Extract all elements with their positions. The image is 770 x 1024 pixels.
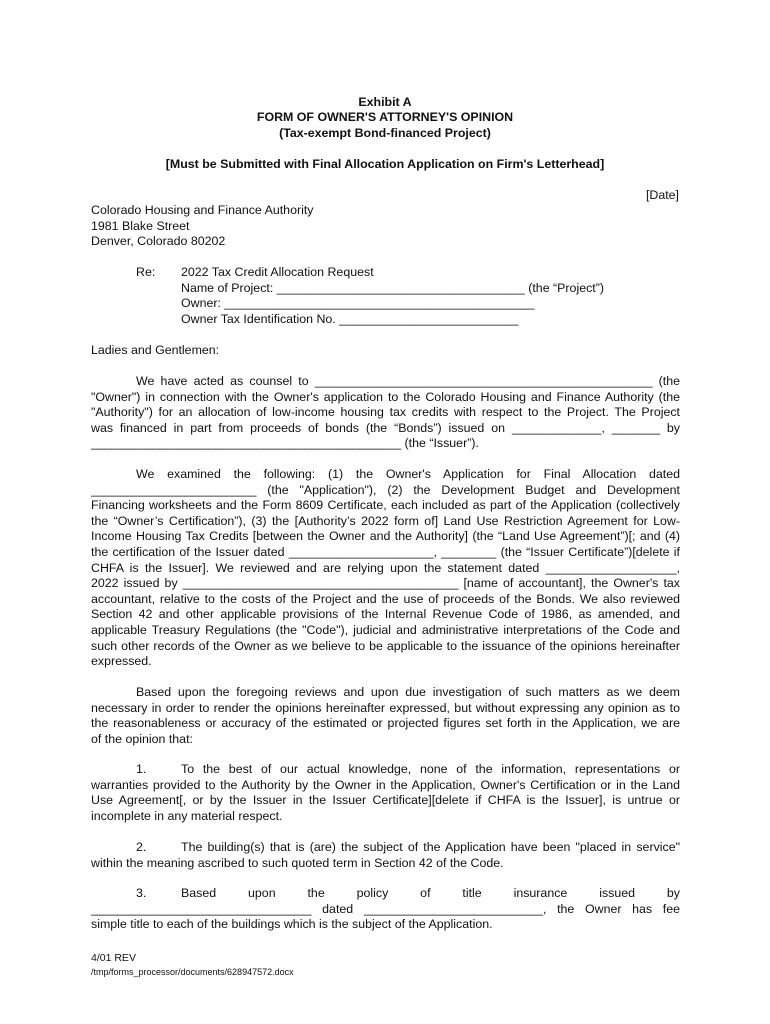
text-line: The building(s) that is (are) the subject of the Application have been "placed in service": [181, 840, 680, 854]
text-line: We have acted as counsel to _________________________________________________ (the: [136, 374, 680, 388]
text-line: simple title to each of the buildings which is the subject of the Application.: [91, 917, 493, 932]
item-1-text: [91, 762, 680, 824]
text-line: Based upon the foregoing reviews and upon due investigation of such matters as we deem: [136, 685, 680, 699]
text-line: Income Housing Tax Credits [between the Owner and the Authority] (the “Land Use Agreement”)[; and (4): [91, 529, 680, 544]
text-line: within the meaning ascribed to such quoted term in Section 42 of the Code.: [91, 855, 504, 870]
exhibit-label: Exhibit A: [358, 95, 412, 109]
text-line: such other records of the Owner as we believe to be applicable to the issuance of the opinions hereinafter: [91, 638, 680, 653]
file-path: /tmp/forms_processor/documents/628947572.docx: [91, 967, 294, 977]
date-placeholder: [Date]: [645, 188, 679, 202]
item-1-number: 1.: [136, 762, 147, 776]
re-project-name: Name of Project: ____________________________________ (the “Project”): [181, 281, 604, 295]
item-2-text: [91, 840, 680, 871]
re-owner: Owner: _____________________________________________: [181, 296, 535, 310]
paragraph-counsel: [91, 374, 680, 452]
text-line: "Owner") in connection with the Owner's application to the Colorado Housing and Finance Authority (the: [91, 389, 680, 404]
re-request: 2022 Tax Credit Allocation Request: [181, 265, 374, 279]
re-owner-tax-id: Owner Tax Identification No. __________________________: [181, 312, 519, 326]
text-line: was financed in part from proceeds of bonds (the “Bonds”) issued on _____________, _______ by: [91, 420, 680, 435]
text-line: ________________________ (the "Application"), (2) the Development Budget and Development: [91, 482, 680, 497]
recipient-street: 1981 Blake Street: [91, 219, 190, 233]
item-3-text: [91, 886, 680, 933]
text-line: Based upon the policy of title insurance issued by: [181, 886, 680, 900]
item-3-number: 3.: [136, 886, 147, 900]
text-line: accountant, relative to the costs of the Project and the use of proceeds of the Bonds. We also reviewed: [91, 591, 680, 606]
text-line: To the best of our actual knowledge, none of the information, representations or: [181, 762, 680, 776]
text-line: ________________________________ dated __________________________, the Owner has fee: [91, 901, 680, 916]
text-line: applicable Treasury Regulations (the "Code"), judicial and administrative interpretations of the Code and: [91, 622, 680, 637]
form-title: FORM OF OWNER'S ATTORNEY'S OPINION: [256, 110, 514, 124]
text-line: the certification of the Issuer dated _____________________, ________ (the “Issuer Certificate”)[delete if: [91, 544, 680, 559]
text-line: Use Agreement[, or by the Issuer in the Issuer Certificate][delete if CHFA is the Issuer], is untrue or: [91, 793, 680, 808]
text-line: Section 42 and other applicable provisions of the Internal Revenue Code of 1986, as amended, and: [91, 607, 680, 622]
text-line: 2022 issued by ________________________________________ [name of accountant], the Owner's tax: [91, 576, 680, 591]
salutation: Ladies and Gentlemen:: [91, 343, 220, 357]
text-line: expressed.: [91, 654, 152, 669]
text-line: the reasonableness or accuracy of the estimated or projected figures set forth in the Application, we are: [91, 716, 680, 731]
text-line: We examined the following: (1) the Owner's Application for Final Allocation dated: [136, 467, 680, 481]
text-line: Financing worksheets and the Form 8609 Certificate, each included as part of the Application (collectively: [91, 498, 680, 513]
form-subtitle: (Tax-exempt Bond-financed Project): [279, 126, 491, 140]
text-line: "Authority") for an allocation of low-income housing tax credits with respect to the Project. The Project: [91, 405, 680, 420]
text-line: necessary in order to render the opinions hereinafter expressed, but without expressing any opinion as to: [91, 700, 680, 715]
text-line: warranties provided to the Authority by the Owner in the Application, Owner's Certification or in the Land: [91, 777, 680, 792]
text-line: _____________________________________________ (the “Issuer”).: [91, 436, 479, 451]
item-2-number: 2.: [136, 840, 147, 854]
text-line: the “Owner’s Certification”), (3) the [Authority’s 2022 form of] Land Use Restriction Agreement for Low-: [91, 513, 680, 528]
text-line: of the opinion that:: [91, 731, 193, 746]
recipient-name: Colorado Housing and Finance Authority: [91, 203, 314, 217]
letterhead-instruction: [Must be Submitted with Final Allocation Application on Firm's Letterhead]: [165, 157, 605, 171]
paragraph-examined: [91, 467, 680, 670]
text-line: incomplete in any material respect.: [91, 808, 283, 823]
re-label: Re:: [136, 265, 156, 279]
text-line: CHFA is the Issuer]. We reviewed and are relying upon the statement dated ___________________,: [91, 560, 680, 575]
revision-label: 4/01 REV: [91, 952, 136, 964]
recipient-city: Denver, Colorado 80202: [91, 234, 226, 248]
paragraph-opinion-intro: [91, 685, 680, 747]
